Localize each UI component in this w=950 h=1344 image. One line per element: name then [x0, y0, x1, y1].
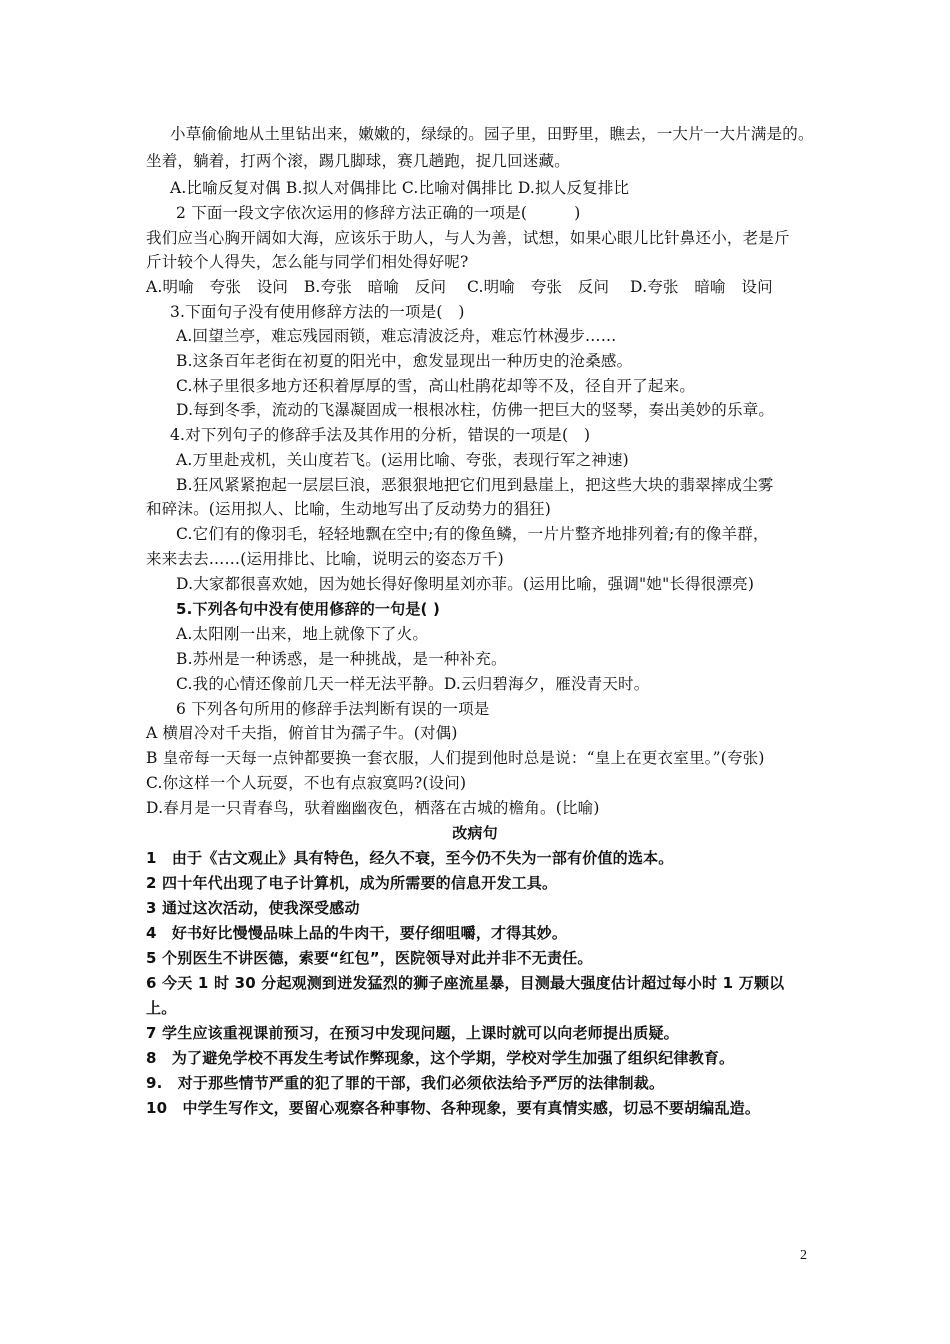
question-heading: 4.对下列句子的修辞手法及其作用的分析，错误的一项是( ): [170, 426, 591, 444]
question-heading: 2 下面一段文字依次运用的修辞方法正确的一项是( ): [176, 204, 581, 222]
text-line: 斤计较个人得失，怎么能与同学们相处得好呢?: [146, 253, 469, 271]
page-number: 2: [800, 1248, 807, 1263]
text-line: 坐着，躺着，打两个滚，踢几脚球，赛几趟跑，捉几回迷藏。: [146, 152, 570, 170]
sentence-item: 上。: [146, 999, 177, 1017]
text-line: 小草偷偷地从土里钻出来，嫩嫩的，绿绿的。园子里，田野里，瞧去，一大片一大片满是的。: [170, 125, 814, 143]
sentence-item: 5 个别医生不讲医德，索要“红包”，医院领导对此并非不无责任。: [146, 949, 593, 967]
question-option: B.苏州是一种诱惑，是一种挑战，是一种补充。: [176, 650, 507, 668]
question-heading: 5.下列各句中没有使用修辞的一句是( ): [176, 600, 441, 618]
question-option: D.春月是一只青春鸟，驮着幽幽夜色，栖落在古城的檐角。(比喻): [146, 799, 600, 817]
text-line: 来来去去……(运用排比、比喻，说明云的姿态万千): [146, 550, 504, 568]
sentence-item: 3 通过这次活动，使我深受感动: [146, 899, 360, 917]
question-option: B.这条百年老街在初夏的阳光中，愈发显现出一种历史的沧桑感。: [176, 352, 633, 370]
sentence-item: 6 今天 1 时 30 分起观测到迸发猛烈的狮子座流星暴，目测最大强度估计超过每小时 1 万颗以: [146, 974, 785, 992]
question-option: A.太阳刚一出来，地上就像下了火。: [176, 625, 429, 643]
sentence-item: 1 由于《古文观止》具有特色，经久不衰，至今仍不失为一部有价值的选本。: [146, 849, 674, 867]
question-option: A.明喻 夸张 设问 B.夸张 暗喻 反问 C.明喻 夸张 反问 D.夸张 暗喻 设问: [146, 278, 773, 296]
text-line: 和碎沫。(运用拟人、比喻，生动地写出了反动势力的猖狂): [146, 500, 551, 518]
question-option: D.大家都很喜欢她，因为她长得好像明星刘亦菲。(运用比喻，强调"她"长得很漂亮): [176, 575, 755, 593]
sentence-item: 9. 对于那些情节严重的犯了罪的干部，我们必须依法给予严厉的法律制裁。: [146, 1074, 665, 1092]
sentence-item: 8 为了避免学校不再发生考试作弊现象，这个学期，学校对学生加强了组织纪律教育。: [146, 1049, 735, 1067]
sentence-item: 10 中学生写作文，要留心观察各种事物、各种现象，要有真情实感，切忌不要胡编乱造。: [146, 1099, 761, 1117]
question-option: C.你这样一个人玩耍，不也有点寂寞吗?(设问): [146, 774, 467, 792]
sentence-item: 4 好书好比慢慢品味上品的牛肉干，要仔细咀嚼，才得其妙。: [146, 924, 568, 942]
question-option: B 皇帝每一天每一点钟都要换一套衣服，人们提到他时总是说：“皇上在更衣室里。”(夸张): [146, 749, 765, 767]
question-option: A.回望兰亭，难忘残园雨锁，难忘清波泛舟，难忘竹林漫步……: [176, 327, 617, 345]
question-option: A.万里赴戎机，关山度若飞。(运用比喻、夸张，表现行军之神速): [176, 451, 629, 469]
question-heading: 6 下列各句所用的修辞手法判断有误的一项是: [176, 700, 490, 718]
question-option: A 横眉冷对千夫指，俯首甘为孺子牛。(对偶): [146, 724, 458, 742]
question-option: C.林子里很多地方还积着厚厚的雪，高山杜鹃花却等不及，径自开了起来。: [176, 377, 696, 395]
question-option: D.每到冬季，流动的飞瀑凝固成一根根冰柱，仿佛一把巨大的竖琴，奏出美妙的乐章。: [176, 401, 775, 419]
sentence-item: 2 四十年代出现了电子计算机，成为所需要的信息开发工具。: [146, 874, 558, 892]
sentence-item: 7 学生应该重视课前预习，在预习中发现问题，上课时就可以向老师提出质疑。: [146, 1024, 679, 1042]
question-option: A.比喻反复对偶 B.拟人对偶排比 C.比喻对偶排比 D.拟人反复排比: [170, 179, 630, 197]
question-heading: 3.下面句子没有使用修辞方法的一项是( ): [170, 303, 465, 321]
question-option: B.狂风紧紧抱起一层层巨浪，恶狠狠地把它们甩到悬崖上，把这些大块的翡翠摔成尘雾: [176, 476, 774, 494]
section-title: 改病句: [452, 824, 498, 842]
question-option: C.我的心情还像前几天一样无法平静。D.云归碧海夕，雁没青天时。: [176, 675, 650, 693]
text-line: 我们应当心胸开阔如大海，应该乐于助人，与人为善，试想，如果心眼儿比针鼻还小，老是斤: [146, 229, 790, 247]
question-option: C.它们有的像羽毛，轻轻地飘在空中;有的像鱼鳞，一片片整齐地排列着;有的像羊群，: [176, 525, 769, 543]
